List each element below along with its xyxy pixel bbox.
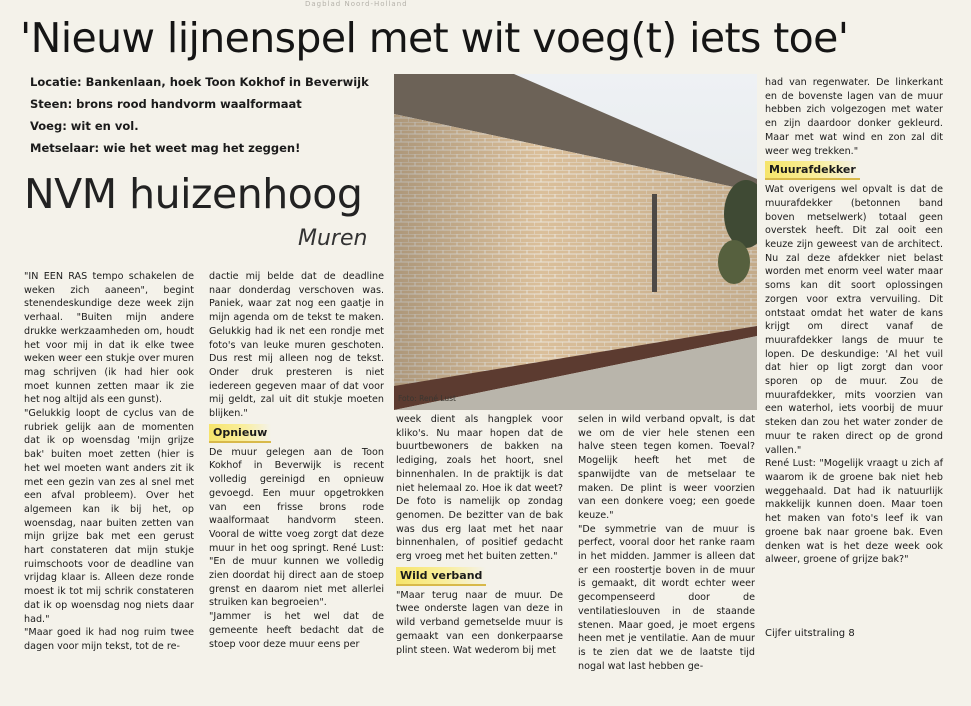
paragraph: Wat overigens wel opvalt is dat de muurafdekker (betonnen band boven metselwerk) totaal geen overstek heeft. Dit zal ooit een keuze zijn geweest van de architect. Nu zal deze afdekker niet belast worden met enorm veel water maar soms kan dit soort oplossingen zorgen voor extra vervuiling. Dit ontstaat omdat het water de kans krijgt om direct vanaf de muurafdekker langs de muur te lopen. De deskundige: 'Al het vuil dat hier op ligt zorgt dan voor sporen op de muur. Zou de muurafdekker, mits voorzien van een waterhol, iets voorbij de muur steken dan zou het water zonder de muur te raken direct op de grond vallen."	[765, 184, 943, 456]
section-subtitle: Muren	[298, 226, 368, 251]
article-column-2	[209, 270, 384, 651]
paragraph: René Lust: "Mogelijk vraagt u zich af waarom ik de groene bak niet heb weggehaald. Dat had ik natuurlijk makkelijk kunnen doen. Maar toen het maken van foto's leef ik van groene bak naar groene bak. Even denken wat is het deze week ook alweer, groene of grijze bak?"	[765, 458, 943, 566]
paragraph: "Jammer is het wel dat de gemeente heeft bedacht dat de stoep voor deze muur eens per	[209, 611, 384, 650]
paragraph: "De symmetrie van de muur is perfect, vooral door het ranke raam in het midden. Jammer is alleen dat er een roostertje boven in de muur is gemaakt, dit wordt echter weer gecompenseerd door de ventilatieslouven in de staande stenen. Maar goed, je moet ergens heen met je ventilatie. Aan de muur is te zien dat we de laatste tijd nogal wat last hebben ge-	[578, 523, 755, 672]
paragraph: week dient als hangplek voor kliko's. Nu maar hopen dat de buurtbewoners de bakken na lediging, zoals het hoort, snel binnenhalen. In de praktijk is dat niet helemaal zo. Hoe ik dat weet? De foto is namelijk op zondag genomen. De bezitter van de bak was dus erg laat met het naar binnenhalen, of positief gedacht erg vroeg met het buiten zetten."	[396, 414, 563, 563]
paragraph: had van regenwater. De linkerkant en de bovenste lagen van de muur hebben zich volgezogen met water en zijn daardoor donker gekleurd. Maar met wat wind en zon zal dit weer weg trekken."	[765, 77, 943, 157]
rating: Cijfer uitstraling 8	[765, 628, 855, 639]
fact-mason: Metselaar: wie het weet mag het zeggen!	[30, 141, 301, 155]
paragraph: selen in wild verband opvalt, is dat we om de vier hele stenen een halve steen tegen komen. Toeval? Mogelijk heeft het met de spanwijdte van de metselaar te maken. De plint is weer voorzien van een donkere voeg; een goede keuze."	[578, 414, 755, 521]
brick-wall-illustration	[394, 74, 757, 410]
section-title: NVM huizenhoog	[24, 170, 363, 218]
kicker: Dagblad Noord-Holland	[305, 0, 408, 8]
article-column-1	[24, 270, 194, 654]
subheading-opnieuw: Opnieuw	[209, 424, 271, 443]
article-column-4	[578, 413, 755, 673]
headline: 'Nieuw lijnenspel met wit voeg(t) iets toe'	[20, 14, 849, 62]
article-column-5	[765, 76, 943, 567]
facts-box	[30, 71, 380, 159]
article-column-3	[396, 413, 563, 657]
wall-photo	[394, 74, 757, 410]
subheading-muurafdekker: Muurafdekker	[765, 161, 860, 180]
fact-brick: Steen: brons rood handvorm waalformaat	[30, 97, 302, 111]
paragraph: "Maar goed ik had nog ruim twee dagen voor mijn tekst, tot de re-	[24, 627, 194, 652]
paragraph: dactie mij belde dat de deadline naar donderdag verschoven was. Paniek, waar zat nog een gaatje in mijn agenda om de tekst te maken. Gelukkig had ik net een rondje met foto's van leuke muren geschoten. Dus rest mij alleen nog de tekst. Onder druk presteren is niet iedereen gegeven maar of dat voor mij geldt, zal uit dit stukje moeten blijken."	[209, 271, 384, 420]
fact-joint: Voeg: wit en vol.	[30, 119, 139, 133]
paragraph: De muur gelegen aan de Toon Kokhof in Beverwijk is recent volledig gereinigd en opnieuw gevoegd. Een muur opgetrokken van een frisse brons rode waalformaat handvorm steen. Vooral de witte voeg zorgt dat deze muur in het oog springt. René Lust: "En de muur kunnen we volledig zien doordat hij direct aan de stoep grenst en daarom niet met allerlei struiken kan begroeien".	[209, 446, 384, 609]
fact-location: Locatie: Bankenlaan, hoek Toon Kokhof in Beverwijk	[30, 75, 369, 89]
photo-credit: Foto: René Lust	[398, 394, 456, 403]
paragraph: "Gelukkig loopt de cyclus van de rubriek gelijk aan de momenten dat ik op woensdag 'mijn grijze bak' buiten moet zetten (hier is het wel moeten want anders zit ik met een gezin van zes al snel met een afval probleem). Over het algemeen kan ik bij het, op woensdag, naar buiten zetten van mijn grijze bak met een gerust hart constateren dat mijn stukje ruimschoots voor de deadline van vrijdag klaar is. Alleen deze ronde moest ik tot mij schrik constateren dat ik op woensdag nog niets daar had."	[24, 408, 194, 625]
subheading-wild-verband: Wild verband	[396, 567, 486, 586]
paragraph: "IN EEN RAS tempo schakelen de weken zich aaneen", begint stenendeskundige deze week zijn verhaal. "Buiten mijn andere drukke werkzaamheden om, houdt het voor mij in dat ik elke twee weken weer een stukje over muren mag schrijven (ik had hier ook moet kunnen zetten maar ik zie het nog altijd als een gunst).	[24, 271, 194, 406]
paragraph: "Maar terug naar de muur. De twee onderste lagen van deze in wild verband gemetselde muur is gemaakt van een donkerpaarse plint steen. Wat wederom bij met	[396, 589, 563, 656]
